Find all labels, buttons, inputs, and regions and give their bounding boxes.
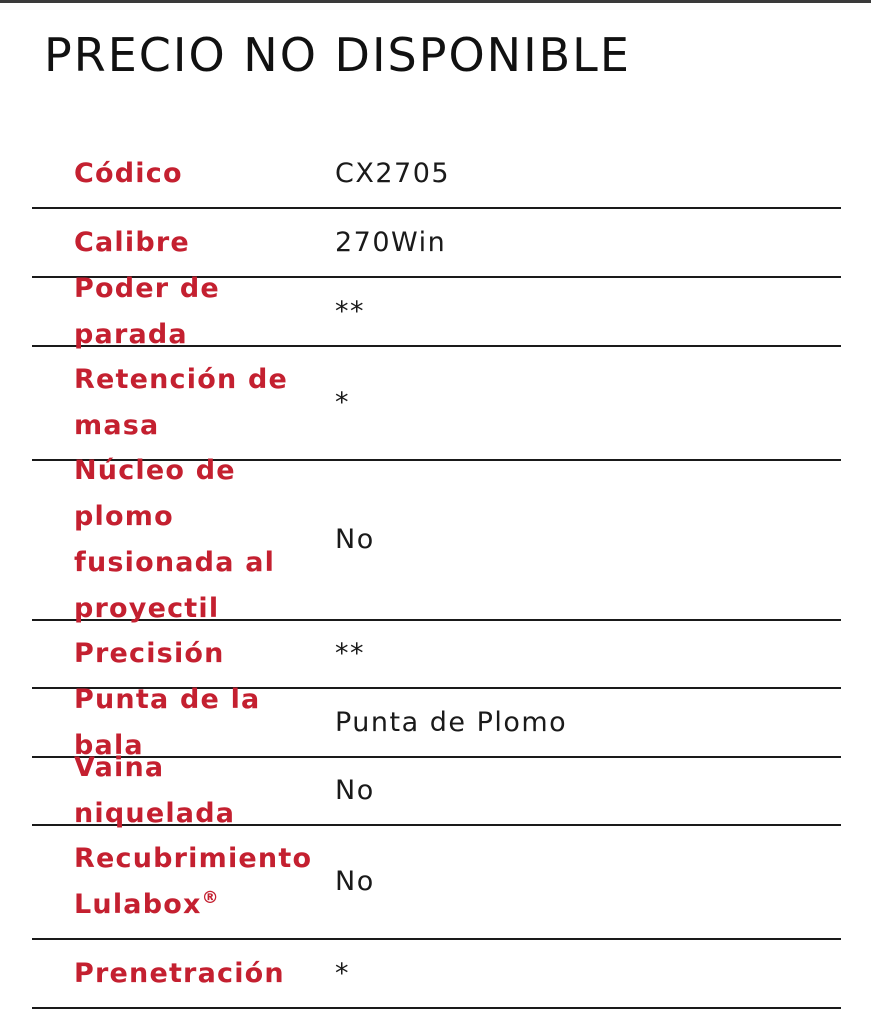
spec-label: Precisión (74, 638, 225, 669)
spec-row-codigo (32, 140, 841, 209)
spec-value: ** (335, 638, 365, 669)
spec-label: Prenetración (74, 957, 285, 989)
spec-row-poder-de-parada (32, 272, 841, 350)
top-divider (0, 0, 871, 3)
spec-value: Punta de Plomo (335, 706, 568, 738)
spec-value: * (335, 387, 350, 418)
spec-value: CX2705 (335, 157, 451, 189)
spec-row-retencion-de-masa (32, 347, 841, 461)
spec-value: ** (335, 295, 365, 327)
spec-label: Núcleo de plomo fusionada al proyectil (74, 455, 276, 624)
page-title: PRECIO NO DISPONIBLE (44, 28, 631, 82)
spec-value: * (335, 957, 350, 989)
spec-label: Vaina niquelada (74, 752, 236, 829)
spec-label (32, 836, 335, 928)
spec-table (32, 140, 841, 1009)
spec-label: Punta de la bala (74, 683, 261, 761)
spec-row-recubrimiento-lulabox (32, 826, 841, 940)
spec-label-text: Recubrimiento Lulabox (74, 843, 313, 920)
spec-label: Códico (74, 157, 183, 189)
registered-mark: ® (201, 888, 220, 908)
spec-value: No (335, 775, 375, 806)
spec-label: Poder de parada (74, 272, 220, 350)
spec-row-vaina-niquelada (32, 752, 841, 829)
spec-row-prenetracion (32, 940, 841, 1009)
spec-value: No (335, 866, 375, 897)
spec-value: No (335, 524, 375, 555)
spec-label: Retención de masa (74, 364, 289, 441)
spec-row-nucleo-de-plomo (32, 455, 841, 624)
spec-label: Calibre (74, 226, 190, 258)
spec-value: 270Win (335, 226, 447, 258)
